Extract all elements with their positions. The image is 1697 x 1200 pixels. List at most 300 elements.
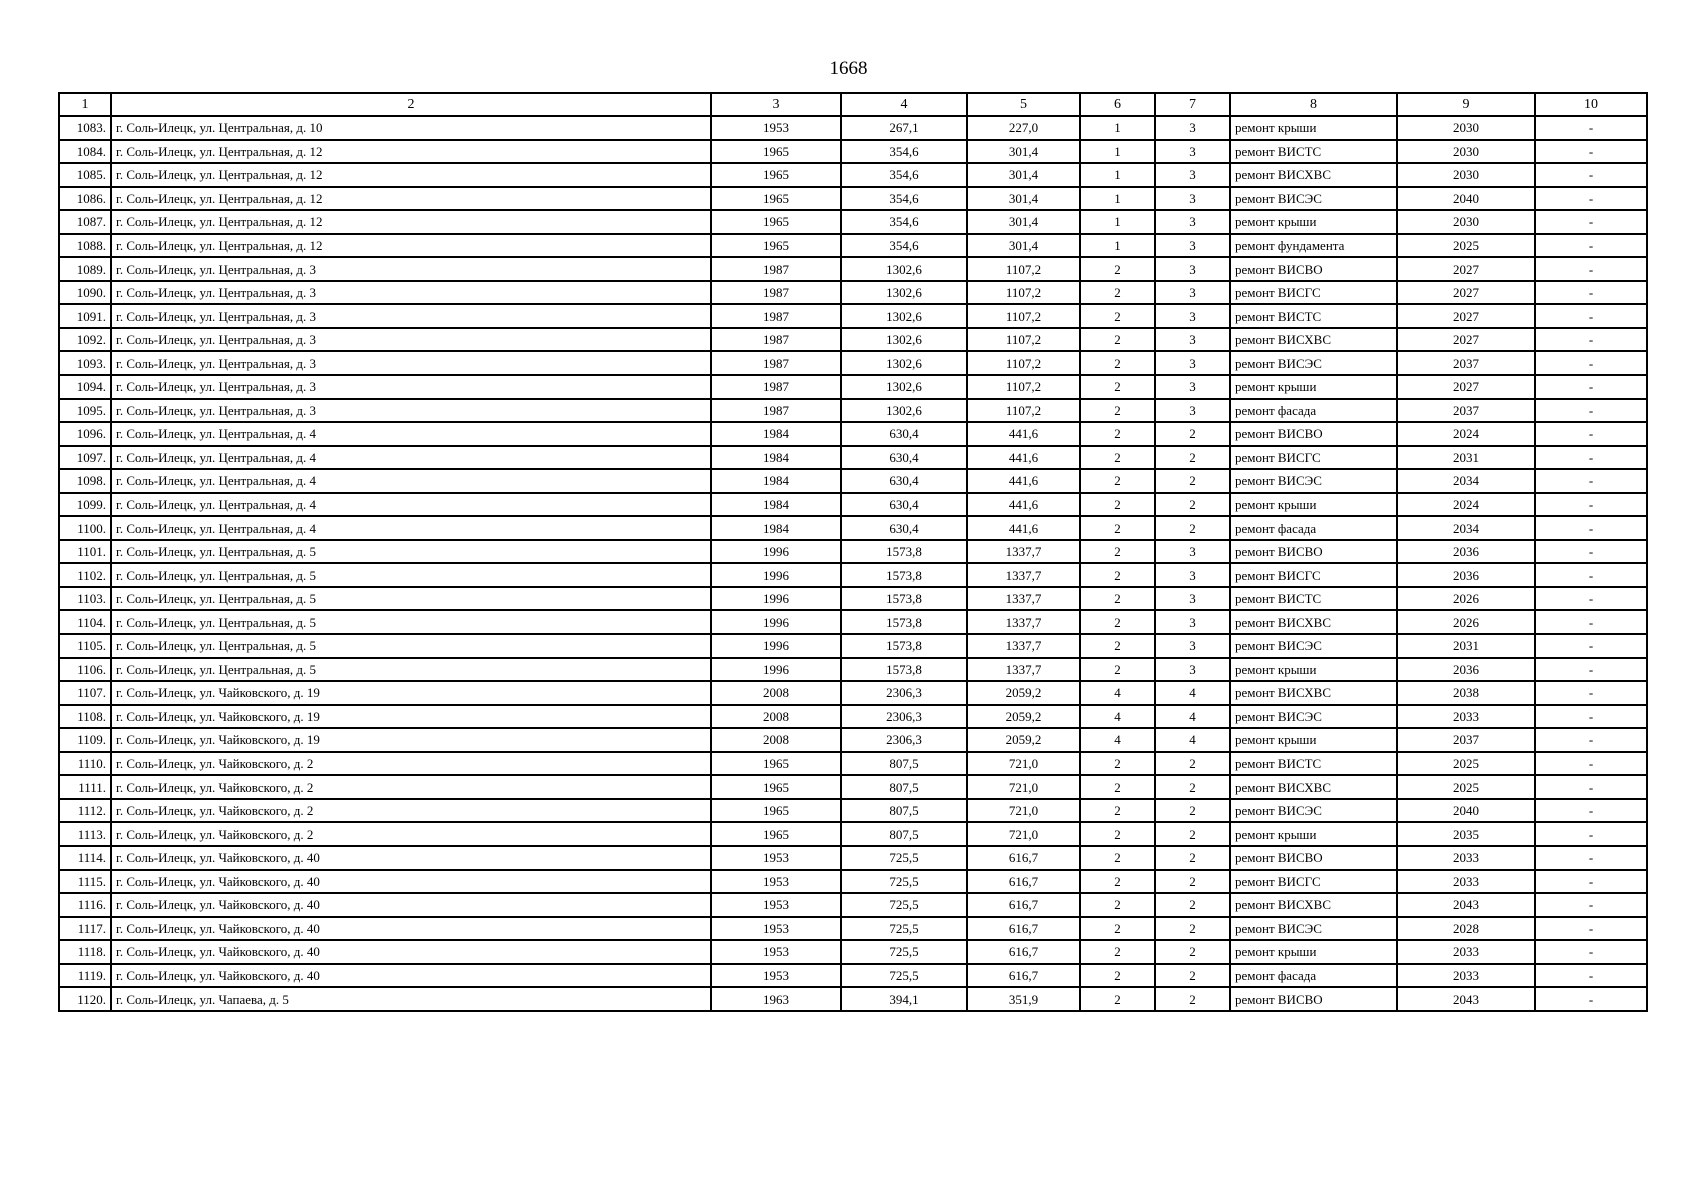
table-row [59, 964, 1647, 988]
cell-entrances: 3 [1155, 163, 1230, 187]
cell-planned-year: 2026 [1397, 587, 1535, 611]
cell-living-area: 1107,2 [967, 328, 1080, 352]
cell-entrances: 3 [1155, 257, 1230, 281]
cell-note: - [1535, 634, 1647, 658]
cell-note: - [1535, 964, 1647, 988]
cell-note: - [1535, 304, 1647, 328]
cell-note: - [1535, 658, 1647, 682]
cell-total-area: 354,6 [841, 163, 967, 187]
cell-living-area: 616,7 [967, 917, 1080, 941]
cell-year-built: 2008 [711, 705, 841, 729]
cell-note: - [1535, 681, 1647, 705]
cell-entrances: 2 [1155, 469, 1230, 493]
cell-planned-year: 2036 [1397, 563, 1535, 587]
cell-row-number: 1084. [59, 140, 111, 164]
cell-address: г. Соль-Илецк, ул. Чайковского, д. 2 [111, 752, 711, 776]
cell-note: - [1535, 917, 1647, 941]
cell-living-area: 1337,7 [967, 540, 1080, 564]
cell-year-built: 1987 [711, 281, 841, 305]
column-header-3: 3 [711, 93, 841, 116]
cell-floors: 2 [1080, 257, 1155, 281]
cell-address: г. Соль-Илецк, ул. Чайковского, д. 40 [111, 917, 711, 941]
cell-address: г. Соль-Илецк, ул. Центральная, д. 3 [111, 281, 711, 305]
cell-address: г. Соль-Илецк, ул. Центральная, д. 5 [111, 540, 711, 564]
cell-entrances: 3 [1155, 116, 1230, 140]
cell-note: - [1535, 446, 1647, 470]
cell-work-type: ремонт ВИСВО [1230, 422, 1397, 446]
cell-address: г. Соль-Илецк, ул. Чапаева, д. 5 [111, 987, 711, 1011]
column-number-row [59, 93, 1647, 116]
cell-planned-year: 2027 [1397, 281, 1535, 305]
table-row [59, 681, 1647, 705]
cell-living-area: 1107,2 [967, 351, 1080, 375]
cell-year-built: 1953 [711, 116, 841, 140]
cell-year-built: 1984 [711, 422, 841, 446]
cell-work-type: ремонт ВИСХВС [1230, 328, 1397, 352]
table-row [59, 422, 1647, 446]
cell-note: - [1535, 752, 1647, 776]
cell-note: - [1535, 328, 1647, 352]
cell-entrances: 3 [1155, 234, 1230, 258]
cell-note: - [1535, 870, 1647, 894]
cell-planned-year: 2043 [1397, 987, 1535, 1011]
cell-work-type: ремонт крыши [1230, 658, 1397, 682]
cell-entrances: 2 [1155, 987, 1230, 1011]
cell-floors: 2 [1080, 917, 1155, 941]
cell-address: г. Соль-Илецк, ул. Чайковского, д. 40 [111, 940, 711, 964]
cell-living-area: 441,6 [967, 516, 1080, 540]
cell-row-number: 1100. [59, 516, 111, 540]
cell-row-number: 1110. [59, 752, 111, 776]
cell-work-type: ремонт ВИСТС [1230, 140, 1397, 164]
cell-entrances: 3 [1155, 375, 1230, 399]
cell-note: - [1535, 610, 1647, 634]
cell-living-area: 1107,2 [967, 304, 1080, 328]
table-body [59, 116, 1647, 1011]
cell-row-number: 1102. [59, 563, 111, 587]
table-row [59, 163, 1647, 187]
cell-year-built: 1984 [711, 469, 841, 493]
cell-living-area: 441,6 [967, 422, 1080, 446]
cell-planned-year: 2036 [1397, 658, 1535, 682]
cell-year-built: 1965 [711, 234, 841, 258]
cell-living-area: 1107,2 [967, 375, 1080, 399]
cell-floors: 2 [1080, 870, 1155, 894]
cell-total-area: 354,6 [841, 187, 967, 211]
cell-row-number: 1106. [59, 658, 111, 682]
column-header-7: 7 [1155, 93, 1230, 116]
table-row [59, 705, 1647, 729]
cell-living-area: 616,7 [967, 893, 1080, 917]
table-row [59, 540, 1647, 564]
cell-year-built: 1996 [711, 634, 841, 658]
cell-floors: 1 [1080, 187, 1155, 211]
table-row [59, 822, 1647, 846]
cell-year-built: 1965 [711, 187, 841, 211]
cell-floors: 2 [1080, 822, 1155, 846]
cell-address: г. Соль-Илецк, ул. Центральная, д. 3 [111, 375, 711, 399]
cell-living-area: 301,4 [967, 140, 1080, 164]
cell-total-area: 354,6 [841, 140, 967, 164]
cell-row-number: 1109. [59, 728, 111, 752]
cell-address: г. Соль-Илецк, ул. Центральная, д. 3 [111, 351, 711, 375]
cell-entrances: 3 [1155, 281, 1230, 305]
cell-work-type: ремонт фасада [1230, 516, 1397, 540]
cell-note: - [1535, 822, 1647, 846]
cell-note: - [1535, 281, 1647, 305]
cell-work-type: ремонт крыши [1230, 493, 1397, 517]
cell-living-area: 1107,2 [967, 399, 1080, 423]
cell-floors: 1 [1080, 234, 1155, 258]
cell-planned-year: 2027 [1397, 304, 1535, 328]
cell-address: г. Соль-Илецк, ул. Центральная, д. 12 [111, 163, 711, 187]
table-row [59, 728, 1647, 752]
table-row [59, 610, 1647, 634]
cell-living-area: 721,0 [967, 752, 1080, 776]
cell-work-type: ремонт ВИСЭС [1230, 634, 1397, 658]
cell-address: г. Соль-Илецк, ул. Чайковского, д. 19 [111, 728, 711, 752]
table-row [59, 893, 1647, 917]
cell-row-number: 1112. [59, 799, 111, 823]
cell-total-area: 1573,8 [841, 634, 967, 658]
cell-living-area: 2059,2 [967, 705, 1080, 729]
cell-floors: 2 [1080, 775, 1155, 799]
cell-planned-year: 2033 [1397, 964, 1535, 988]
cell-total-area: 2306,3 [841, 705, 967, 729]
repair-register-table [58, 92, 1648, 1012]
cell-row-number: 1089. [59, 257, 111, 281]
cell-year-built: 1953 [711, 893, 841, 917]
cell-floors: 2 [1080, 304, 1155, 328]
cell-work-type: ремонт ВИСГС [1230, 281, 1397, 305]
cell-living-area: 301,4 [967, 163, 1080, 187]
cell-entrances: 2 [1155, 446, 1230, 470]
cell-note: - [1535, 540, 1647, 564]
cell-living-area: 1337,7 [967, 634, 1080, 658]
cell-total-area: 394,1 [841, 987, 967, 1011]
cell-entrances: 4 [1155, 705, 1230, 729]
cell-planned-year: 2040 [1397, 799, 1535, 823]
cell-row-number: 1087. [59, 210, 111, 234]
cell-work-type: ремонт крыши [1230, 822, 1397, 846]
cell-planned-year: 2030 [1397, 163, 1535, 187]
cell-floors: 2 [1080, 328, 1155, 352]
cell-planned-year: 2030 [1397, 210, 1535, 234]
cell-planned-year: 2031 [1397, 446, 1535, 470]
cell-total-area: 267,1 [841, 116, 967, 140]
cell-living-area: 616,7 [967, 870, 1080, 894]
cell-total-area: 725,5 [841, 846, 967, 870]
cell-year-built: 2008 [711, 728, 841, 752]
cell-address: г. Соль-Илецк, ул. Центральная, д. 3 [111, 399, 711, 423]
cell-row-number: 1120. [59, 987, 111, 1011]
cell-address: г. Соль-Илецк, ул. Центральная, д. 12 [111, 140, 711, 164]
cell-note: - [1535, 893, 1647, 917]
table-row [59, 187, 1647, 211]
cell-total-area: 1573,8 [841, 658, 967, 682]
cell-entrances: 2 [1155, 516, 1230, 540]
cell-entrances: 2 [1155, 822, 1230, 846]
cell-floors: 2 [1080, 893, 1155, 917]
cell-work-type: ремонт фундамента [1230, 234, 1397, 258]
cell-living-area: 1337,7 [967, 610, 1080, 634]
cell-row-number: 1107. [59, 681, 111, 705]
cell-living-area: 441,6 [967, 446, 1080, 470]
cell-address: г. Соль-Илецк, ул. Чайковского, д. 19 [111, 681, 711, 705]
cell-living-area: 721,0 [967, 775, 1080, 799]
cell-row-number: 1086. [59, 187, 111, 211]
cell-total-area: 1302,6 [841, 257, 967, 281]
cell-row-number: 1114. [59, 846, 111, 870]
cell-total-area: 725,5 [841, 917, 967, 941]
table-row [59, 116, 1647, 140]
column-header-2: 2 [111, 93, 711, 116]
cell-planned-year: 2025 [1397, 775, 1535, 799]
cell-entrances: 3 [1155, 351, 1230, 375]
cell-entrances: 2 [1155, 846, 1230, 870]
cell-floors: 2 [1080, 399, 1155, 423]
cell-note: - [1535, 940, 1647, 964]
cell-entrances: 2 [1155, 493, 1230, 517]
cell-floors: 2 [1080, 469, 1155, 493]
cell-year-built: 1963 [711, 987, 841, 1011]
cell-planned-year: 2024 [1397, 493, 1535, 517]
cell-year-built: 1987 [711, 304, 841, 328]
cell-floors: 2 [1080, 940, 1155, 964]
column-header-1: 1 [59, 93, 111, 116]
cell-entrances: 3 [1155, 210, 1230, 234]
table-row [59, 257, 1647, 281]
cell-living-area: 616,7 [967, 940, 1080, 964]
cell-row-number: 1115. [59, 870, 111, 894]
cell-planned-year: 2033 [1397, 870, 1535, 894]
cell-total-area: 630,4 [841, 516, 967, 540]
table-row [59, 752, 1647, 776]
cell-year-built: 1965 [711, 822, 841, 846]
cell-work-type: ремонт крыши [1230, 728, 1397, 752]
cell-planned-year: 2034 [1397, 516, 1535, 540]
cell-row-number: 1113. [59, 822, 111, 846]
cell-entrances: 3 [1155, 658, 1230, 682]
cell-row-number: 1111. [59, 775, 111, 799]
cell-floors: 2 [1080, 281, 1155, 305]
table-row [59, 399, 1647, 423]
table-row [59, 210, 1647, 234]
cell-living-area: 441,6 [967, 469, 1080, 493]
cell-address: г. Соль-Илецк, ул. Центральная, д. 5 [111, 563, 711, 587]
cell-year-built: 1996 [711, 563, 841, 587]
cell-address: г. Соль-Илецк, ул. Центральная, д. 5 [111, 634, 711, 658]
cell-year-built: 1953 [711, 846, 841, 870]
cell-row-number: 1090. [59, 281, 111, 305]
cell-floors: 4 [1080, 728, 1155, 752]
cell-total-area: 1302,6 [841, 351, 967, 375]
cell-row-number: 1105. [59, 634, 111, 658]
cell-note: - [1535, 116, 1647, 140]
cell-planned-year: 2025 [1397, 234, 1535, 258]
cell-total-area: 807,5 [841, 752, 967, 776]
cell-address: г. Соль-Илецк, ул. Центральная, д. 12 [111, 234, 711, 258]
cell-planned-year: 2037 [1397, 351, 1535, 375]
cell-work-type: ремонт крыши [1230, 210, 1397, 234]
cell-note: - [1535, 140, 1647, 164]
cell-work-type: ремонт ВИСТС [1230, 752, 1397, 776]
cell-address: г. Соль-Илецк, ул. Центральная, д. 4 [111, 516, 711, 540]
cell-year-built: 1953 [711, 964, 841, 988]
cell-work-type: ремонт ВИСВО [1230, 987, 1397, 1011]
table-row [59, 469, 1647, 493]
cell-floors: 2 [1080, 516, 1155, 540]
cell-total-area: 807,5 [841, 775, 967, 799]
cell-year-built: 1953 [711, 917, 841, 941]
cell-total-area: 1302,6 [841, 328, 967, 352]
cell-work-type: ремонт ВИСВО [1230, 846, 1397, 870]
table-row [59, 799, 1647, 823]
cell-year-built: 1996 [711, 610, 841, 634]
cell-work-type: ремонт ВИСХВС [1230, 775, 1397, 799]
column-header-5: 5 [967, 93, 1080, 116]
cell-row-number: 1108. [59, 705, 111, 729]
cell-total-area: 630,4 [841, 493, 967, 517]
cell-year-built: 1996 [711, 587, 841, 611]
cell-note: - [1535, 987, 1647, 1011]
cell-address: г. Соль-Илецк, ул. Центральная, д. 4 [111, 446, 711, 470]
cell-living-area: 441,6 [967, 493, 1080, 517]
table-row [59, 516, 1647, 540]
cell-address: г. Соль-Илецк, ул. Центральная, д. 12 [111, 187, 711, 211]
cell-year-built: 1965 [711, 752, 841, 776]
cell-floors: 2 [1080, 351, 1155, 375]
cell-work-type: ремонт крыши [1230, 375, 1397, 399]
cell-floors: 1 [1080, 163, 1155, 187]
cell-work-type: ремонт фасада [1230, 399, 1397, 423]
cell-total-area: 1302,6 [841, 281, 967, 305]
cell-note: - [1535, 187, 1647, 211]
cell-year-built: 1987 [711, 351, 841, 375]
cell-entrances: 4 [1155, 728, 1230, 752]
cell-floors: 2 [1080, 563, 1155, 587]
cell-entrances: 3 [1155, 187, 1230, 211]
cell-entrances: 2 [1155, 940, 1230, 964]
cell-address: г. Соль-Илецк, ул. Чайковского, д. 40 [111, 964, 711, 988]
table-row [59, 987, 1647, 1011]
cell-row-number: 1085. [59, 163, 111, 187]
cell-total-area: 807,5 [841, 822, 967, 846]
cell-living-area: 2059,2 [967, 728, 1080, 752]
cell-year-built: 1987 [711, 375, 841, 399]
table-row [59, 304, 1647, 328]
cell-floors: 1 [1080, 210, 1155, 234]
cell-planned-year: 2043 [1397, 893, 1535, 917]
table-row [59, 281, 1647, 305]
table-row [59, 940, 1647, 964]
cell-work-type: ремонт ВИСГС [1230, 563, 1397, 587]
cell-note: - [1535, 493, 1647, 517]
cell-total-area: 725,5 [841, 893, 967, 917]
cell-note: - [1535, 516, 1647, 540]
cell-living-area: 301,4 [967, 187, 1080, 211]
cell-living-area: 1337,7 [967, 563, 1080, 587]
cell-work-type: ремонт ВИСВО [1230, 257, 1397, 281]
cell-note: - [1535, 399, 1647, 423]
cell-year-built: 1996 [711, 658, 841, 682]
cell-living-area: 351,9 [967, 987, 1080, 1011]
cell-entrances: 2 [1155, 870, 1230, 894]
cell-planned-year: 2027 [1397, 257, 1535, 281]
cell-entrances: 3 [1155, 328, 1230, 352]
cell-floors: 2 [1080, 610, 1155, 634]
cell-total-area: 1573,8 [841, 587, 967, 611]
cell-living-area: 2059,2 [967, 681, 1080, 705]
cell-floors: 2 [1080, 634, 1155, 658]
cell-living-area: 616,7 [967, 846, 1080, 870]
cell-floors: 2 [1080, 493, 1155, 517]
cell-row-number: 1118. [59, 940, 111, 964]
table-row [59, 351, 1647, 375]
cell-note: - [1535, 257, 1647, 281]
cell-entrances: 3 [1155, 610, 1230, 634]
cell-living-area: 1107,2 [967, 257, 1080, 281]
cell-address: г. Соль-Илецк, ул. Центральная, д. 5 [111, 610, 711, 634]
cell-living-area: 1337,7 [967, 658, 1080, 682]
cell-work-type: ремонт ВИСГС [1230, 870, 1397, 894]
column-header-6: 6 [1080, 93, 1155, 116]
cell-row-number: 1101. [59, 540, 111, 564]
cell-entrances: 2 [1155, 799, 1230, 823]
cell-entrances: 4 [1155, 681, 1230, 705]
cell-row-number: 1117. [59, 917, 111, 941]
cell-floors: 4 [1080, 681, 1155, 705]
cell-planned-year: 2037 [1397, 728, 1535, 752]
cell-work-type: ремонт ВИСХВС [1230, 893, 1397, 917]
cell-living-area: 227,0 [967, 116, 1080, 140]
cell-entrances: 2 [1155, 917, 1230, 941]
cell-year-built: 1953 [711, 870, 841, 894]
cell-planned-year: 2028 [1397, 917, 1535, 941]
cell-row-number: 1097. [59, 446, 111, 470]
table-row [59, 917, 1647, 941]
cell-total-area: 2306,3 [841, 681, 967, 705]
cell-floors: 1 [1080, 116, 1155, 140]
cell-address: г. Соль-Илецк, ул. Центральная, д. 3 [111, 304, 711, 328]
cell-row-number: 1098. [59, 469, 111, 493]
cell-work-type: ремонт ВИСЭС [1230, 351, 1397, 375]
column-header-8: 8 [1230, 93, 1397, 116]
table-row [59, 846, 1647, 870]
cell-year-built: 1953 [711, 940, 841, 964]
cell-planned-year: 2040 [1397, 187, 1535, 211]
cell-living-area: 301,4 [967, 210, 1080, 234]
cell-note: - [1535, 234, 1647, 258]
cell-note: - [1535, 799, 1647, 823]
cell-entrances: 3 [1155, 304, 1230, 328]
cell-total-area: 1573,8 [841, 563, 967, 587]
cell-total-area: 354,6 [841, 210, 967, 234]
table-row [59, 446, 1647, 470]
table-row [59, 493, 1647, 517]
table-row [59, 328, 1647, 352]
cell-planned-year: 2033 [1397, 705, 1535, 729]
column-header-4: 4 [841, 93, 967, 116]
cell-address: г. Соль-Илецк, ул. Чайковского, д. 2 [111, 775, 711, 799]
cell-floors: 2 [1080, 540, 1155, 564]
cell-work-type: ремонт ВИСХВС [1230, 163, 1397, 187]
cell-work-type: ремонт фасада [1230, 964, 1397, 988]
cell-note: - [1535, 846, 1647, 870]
cell-address: г. Соль-Илецк, ул. Центральная, д. 3 [111, 257, 711, 281]
cell-work-type: ремонт ВИСВО [1230, 540, 1397, 564]
cell-note: - [1535, 705, 1647, 729]
